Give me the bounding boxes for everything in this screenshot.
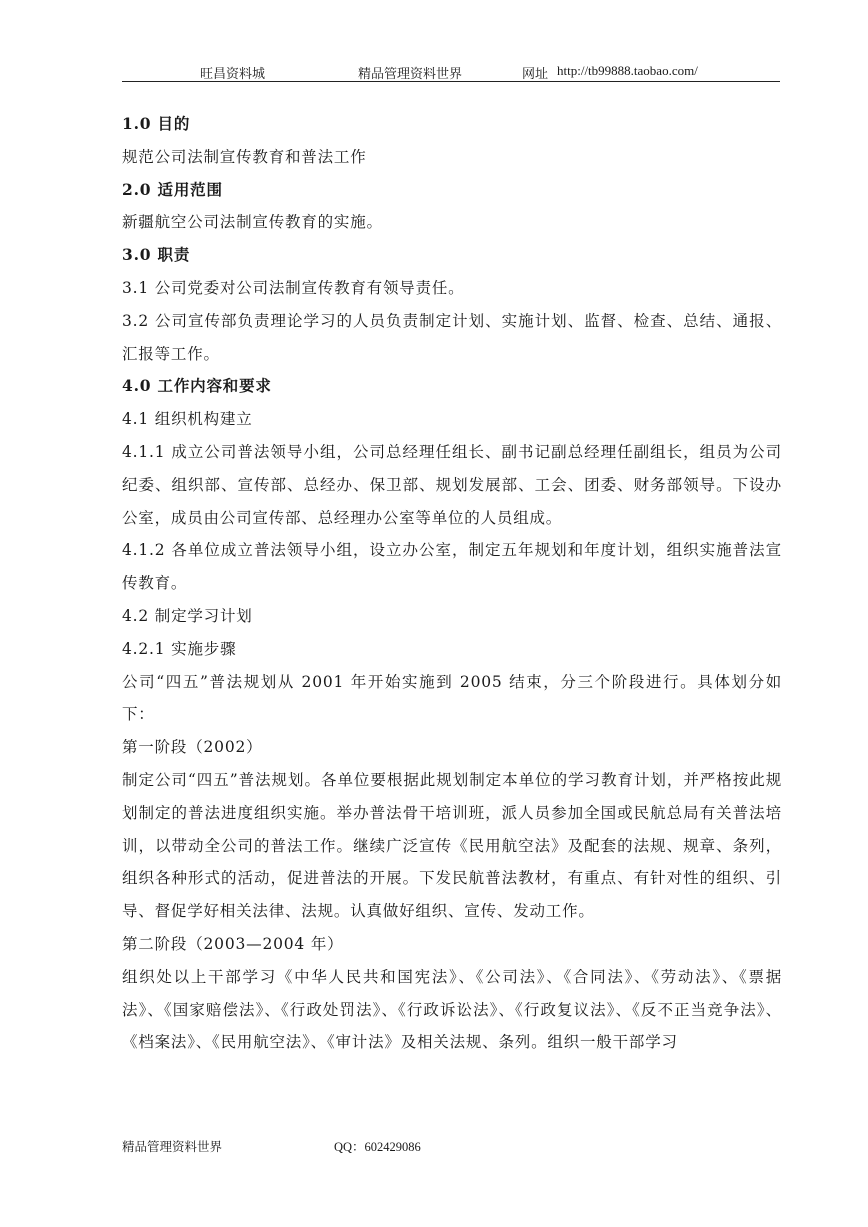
paragraph: 4.1.1 成立公司普法领导小组，公司总经理任组长、副书记副总经理任副组长，组员为公司纪委、组织部、宣传部、总经办、保卫部、规划发展部、工会、团委、财务部领导。下设办公室，成员由公司宣传部、总经理办公室等单位的人员组成。 bbox=[122, 442, 782, 527]
paragraph: 规范公司法制宣传教育和普法工作 bbox=[122, 147, 367, 166]
header-site-name: 精品管理资料世界 bbox=[358, 66, 463, 81]
paragraph: 公司“四五”普法规划从 2001 年开始实施到 2005 结束，分三个阶段进行。具体划分如下： bbox=[122, 672, 782, 724]
header-divider bbox=[122, 81, 780, 82]
section-heading-scope: 2.0 适用范围 bbox=[122, 179, 223, 199]
paragraph: 组织处以上干部学习《中华人民共和国宪法》、《公司法》、《合同法》、《劳动法》、《票据法》、《国家赔偿法》、《行政处罚法》、《行政诉讼法》、《行政复议法》、《反不正当竞争法》、《档案法》、《民用航空法》、《审计法》及相关法规、条列。组织一般干部学习 bbox=[122, 967, 782, 1052]
header-shop-name: 旺昌资料城 bbox=[200, 66, 266, 81]
section-heading-work-content: 4.0 工作内容和要求 bbox=[122, 376, 272, 396]
paragraph: 4.2 制定学习计划 bbox=[122, 606, 253, 625]
section-heading-purpose: 1.0 目的 bbox=[122, 114, 191, 133]
section-heading-duties: 3.0 职责 bbox=[122, 245, 191, 265]
paragraph: 第二阶段（2003—2004 年） bbox=[122, 934, 344, 953]
document-body bbox=[122, 108, 782, 1059]
page-header bbox=[122, 60, 780, 82]
paragraph: 4.1.2 各单位成立普法领导小组，设立办公室，制定五年规划和年度计划，组织实施普法宣传教育。 bbox=[122, 541, 782, 593]
paragraph: 制定公司“四五”普法规划。各单位要根据此规划制定本单位的学习教育计划，并严格按此规划制定的普法进度组织实施。举办普法骨干培训班，派人员参加全国或民航总局有关普法培训，以带动全公司的普法工作。继续广泛宣传《民用航空法》及配套的法规、规章、条列，组织各种形式的活动，促进普法的开展。下发民航普法教材，有重点、有针对性的组织、引导、督促学好相关法律、法规。认真做好组织、宣传、发动工作。 bbox=[122, 770, 782, 921]
header-url-label: 网址 bbox=[522, 66, 549, 81]
footer-qq: QQ：602429086 bbox=[334, 1140, 421, 1154]
paragraph: 新疆航空公司法制宣传教育的实施。 bbox=[122, 213, 383, 232]
paragraph: 4.1 组织机构建立 bbox=[122, 410, 253, 429]
paragraph: 4.2.1 实施步骤 bbox=[122, 639, 237, 658]
header-url-link[interactable]: http://tb99888.taobao.com/ bbox=[557, 63, 698, 78]
footer-site-name: 精品管理资料世界 bbox=[122, 1140, 223, 1154]
paragraph: 第一阶段（2002） bbox=[122, 738, 263, 757]
paragraph: 3.1 公司党委对公司法制宣传教育有领导责任。 bbox=[122, 278, 465, 297]
paragraph: 3.2 公司宣传部负责理论学习的人员负责制定计划、实施计划、监督、检查、总结、通报、汇报等工作。 bbox=[122, 311, 782, 363]
